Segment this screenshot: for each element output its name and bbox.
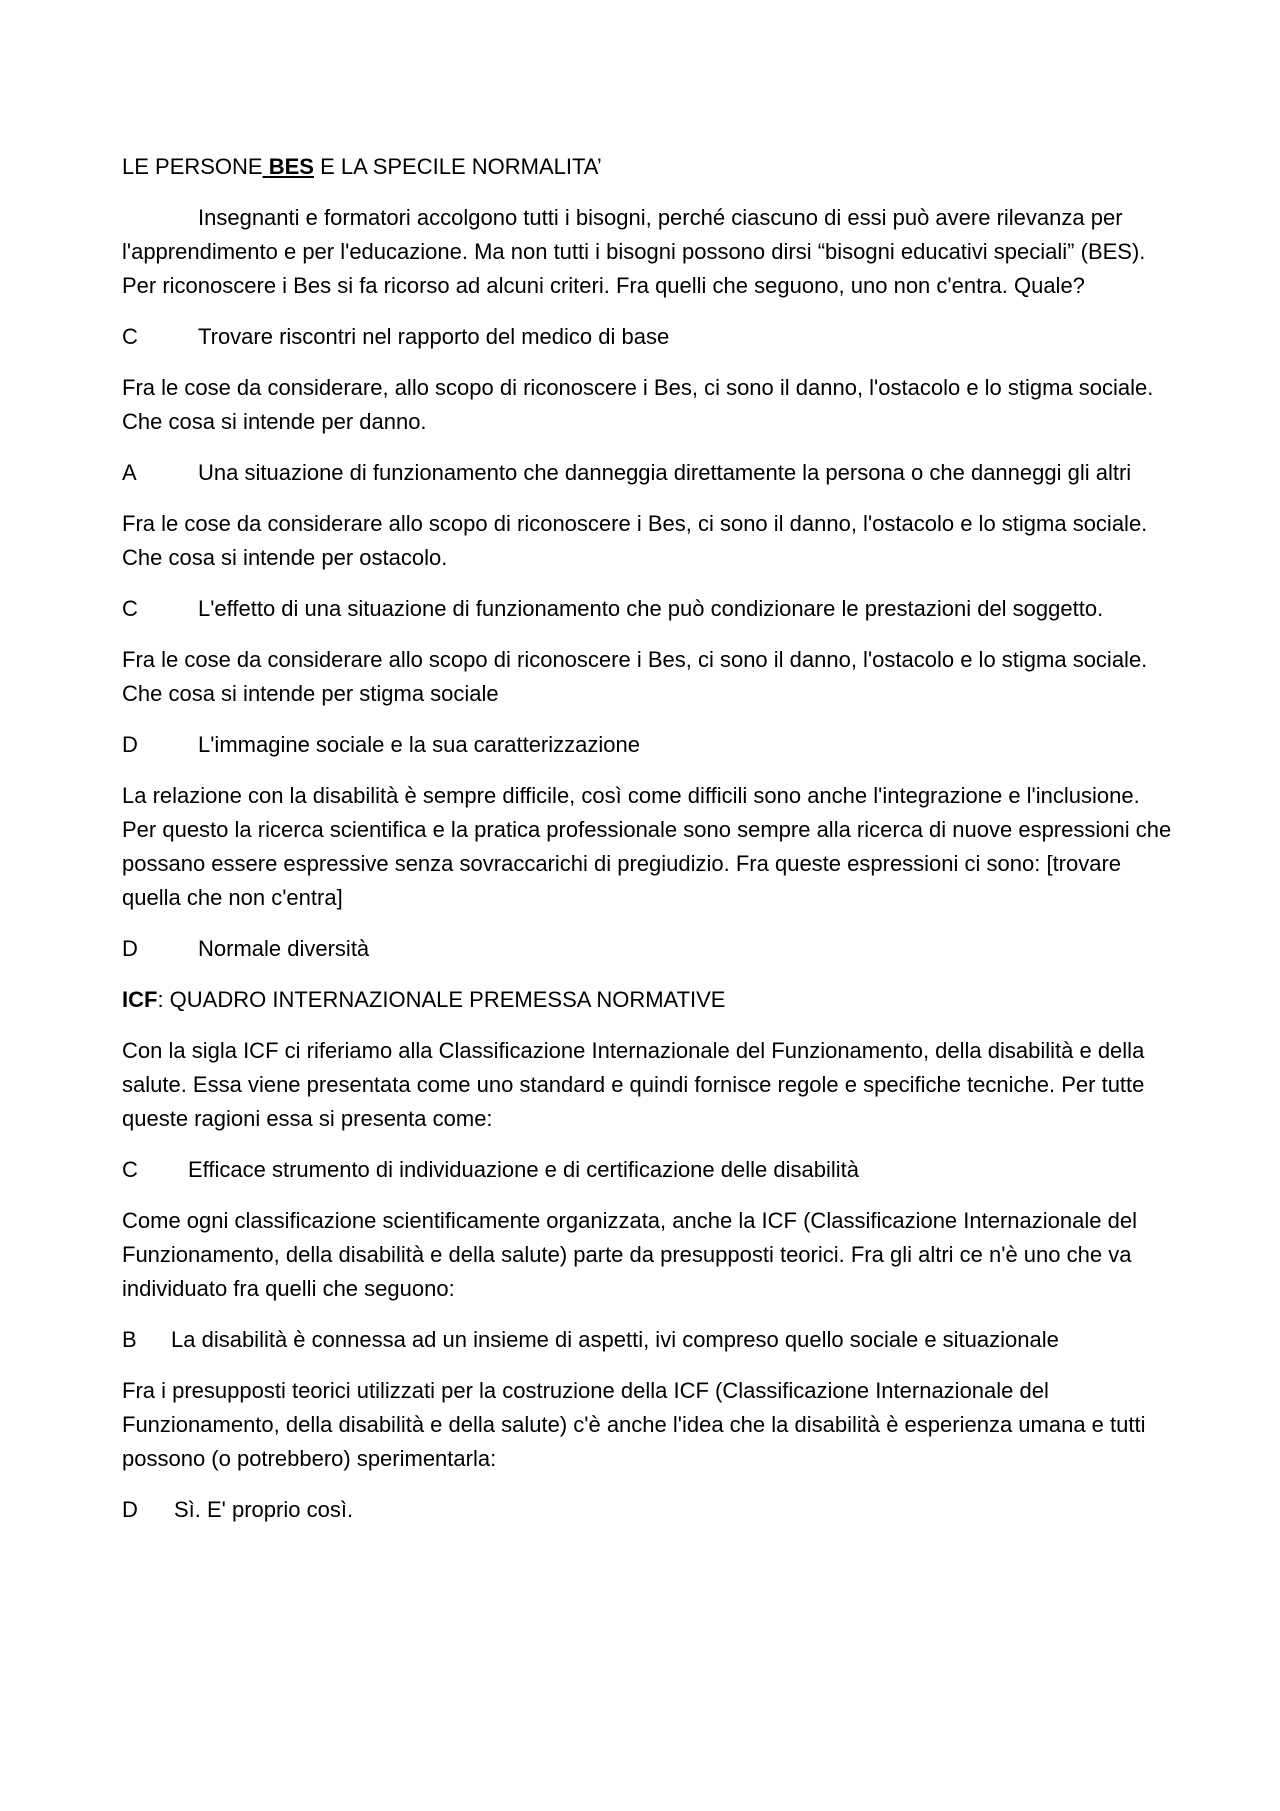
question-2: Fra le cose da considerare, allo scopo di riconoscere i Bes, ci sono il danno, l'ostacolo e lo stigma sociale. Che cosa si intende per danno. bbox=[122, 375, 1154, 434]
question-7: Come ogni classificazione scientificamente organizzata, anche la ICF (Classificazione Internazionale del Funzionamento, della disabilità e della salute) parte da presupposti teorici. Fra gli altri ce n'è uno che va individuato fra quelli che seguono: bbox=[122, 1208, 1137, 1301]
answer-letter: C bbox=[122, 1157, 138, 1182]
answer-text: La disabilità è connessa ad un insieme di aspetti, ivi compreso quello sociale e situazionale bbox=[171, 1327, 1059, 1352]
document-page bbox=[122, 150, 1172, 1544]
section-2-title-rest: : QUADRO INTERNAZIONALE PREMESSA NORMATIVE bbox=[157, 987, 726, 1012]
question-1: Insegnanti e formatori accolgono tutti i bisogni, perché ciascuno di essi può avere rilevanza per l'apprendimento e per l'educazione. Ma non tutti i bisogni possono dirsi “bisogni educativi speciali” (BES). Per riconoscere i Bes si fa ricorso ad alcuni criteri. Fra quelli che seguono, uno non c'entra. Quale? bbox=[122, 205, 1146, 298]
answer-letter: D bbox=[122, 936, 138, 961]
document-title bbox=[122, 150, 1172, 184]
answer-text: Una situazione di funzionamento che danneggia direttamente la persona o che danneggi gli altri bbox=[198, 460, 1132, 485]
answer-letter: D bbox=[122, 732, 138, 757]
question-8: Fra i presupposti teorici utilizzati per la costruzione della ICF (Classificazione Internazionale del Funzionamento, della disabilità e della salute) c'è anche l'idea che la disabilità è esperienza umana e tutti possono (o potrebbero) sperimentarla: bbox=[122, 1378, 1146, 1471]
answer-3 bbox=[122, 592, 1172, 626]
answer-letter: B bbox=[122, 1327, 137, 1352]
question-3: Fra le cose da considerare allo scopo di riconoscere i Bes, ci sono il danno, l'ostacolo e lo stigma sociale. Che cosa si intende per ostacolo. bbox=[122, 511, 1148, 570]
answer-letter: C bbox=[122, 324, 138, 349]
answer-text: L'immagine sociale e la sua caratterizzazione bbox=[198, 732, 640, 757]
answer-5 bbox=[122, 932, 1172, 966]
question-5: La relazione con la disabilità è sempre difficile, così come difficili sono anche l'integrazione e l'inclusione. Per questo la ricerca scientifica e la pratica professionale sono sempre alla ricerca di nuove espressioni che possano essere espressive senza sovraccarichi di pregiudizio. Fra queste espressioni ci sono: [trovare quella che non c'entra] bbox=[122, 783, 1172, 910]
title-prefix: LE PERSONE bbox=[122, 154, 263, 179]
section-2-title bbox=[122, 983, 1172, 1017]
answer-letter: A bbox=[122, 460, 137, 485]
answer-2 bbox=[122, 456, 1172, 490]
answer-letter: C bbox=[122, 596, 138, 621]
answer-4 bbox=[122, 728, 1172, 762]
section-2-title-bold: ICF bbox=[122, 987, 158, 1012]
answer-6 bbox=[122, 1153, 1172, 1187]
question-6: Con la sigla ICF ci riferiamo alla Classificazione Internazionale del Funzionamento, della disabilità e della salute. Essa viene presentata come uno standard e quindi fornisce regole e specifiche tecniche. Per tutte queste ragioni essa si presenta come: bbox=[122, 1038, 1145, 1131]
answer-text: Efficace strumento di individuazione e di certificazione delle disabilità bbox=[188, 1157, 859, 1182]
answer-7 bbox=[122, 1323, 1172, 1357]
answer-text: Trovare riscontri nel rapporto del medico di base bbox=[198, 324, 670, 349]
answer-8 bbox=[122, 1493, 1172, 1527]
answer-text: Sì. E' proprio così. bbox=[174, 1497, 354, 1522]
title-suffix: E LA SPECILE NORMALITA’ bbox=[313, 154, 602, 179]
answer-1 bbox=[122, 320, 1172, 354]
question-4: Fra le cose da considerare allo scopo di riconoscere i Bes, ci sono il danno, l'ostacolo e lo stigma sociale. Che cosa si intende per stigma sociale bbox=[122, 647, 1148, 706]
answer-letter: D bbox=[122, 1497, 138, 1522]
answer-text: Normale diversità bbox=[198, 936, 370, 961]
answer-text: L'effetto di una situazione di funzionamento che può condizionare le prestazioni del soggetto. bbox=[198, 596, 1104, 621]
title-bes: BES bbox=[268, 154, 314, 179]
